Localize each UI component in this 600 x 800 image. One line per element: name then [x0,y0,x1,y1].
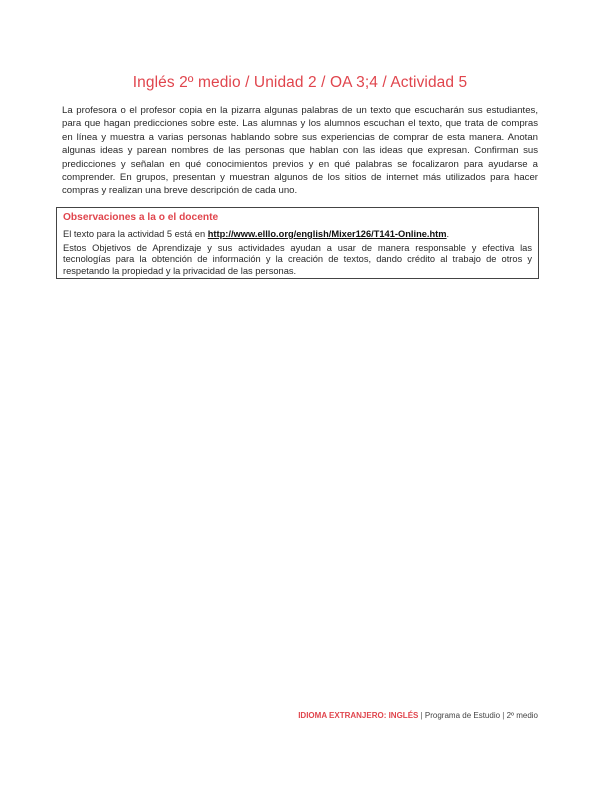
observations-box [56,207,539,279]
text-source-link[interactable]: http://www.elllo.org/english/Mixer126/T141-Online.htm [207,229,447,239]
observations-paragraph: Estos Objetivos de Aprendizaje y sus actividades ayudan a usar de manera responsable y efectiva las tecnologías para la obtención de información y la creación de textos, dando crédito al trabajo de otros y respetando la propiedad y la privacidad de las personas. [63,243,532,276]
text-source-line [63,229,532,240]
footer-level: 2º medio [506,711,538,720]
activity-description: La profesora o el profesor copia en la pizarra algunas palabras de un texto que escucharán sus estudiantes, para que hagan predicciones sobre este. Las alumnas y los alumnos escuchan el texto, que trata de compras en línea y muestra a varias personas hablando sobre sus experiencias de comprar de esta manera. Anotan algunas ideas y parean nombres de las personas que hablan con las ideas que expresan. Confirman sus predicciones y señalan en qué conocimientos previos y en qué palabras se focalizaron para ayudarse a comprender. En grupos, presentan y muestran algunos de los sitios de internet más utilizados para hacer compras y realizan una breve descripción de cada uno. [62,105,538,197]
observations-heading: Observaciones a la o el docente [63,212,219,223]
footer-program: Programa de Estudio [424,711,501,720]
page-footer [298,711,538,720]
page-title: Inglés 2º medio / Unidad 2 / OA 3;4 / Actividad 5 [132,74,468,91]
footer-separator: | [502,711,505,720]
text-source-suffix: . [446,229,450,239]
footer-subject: IDIOMA EXTRANJERO: INGLÉS [298,711,419,720]
footer-separator: | [420,711,423,720]
text-source-intro: El texto para la actividad 5 está en [63,229,208,239]
